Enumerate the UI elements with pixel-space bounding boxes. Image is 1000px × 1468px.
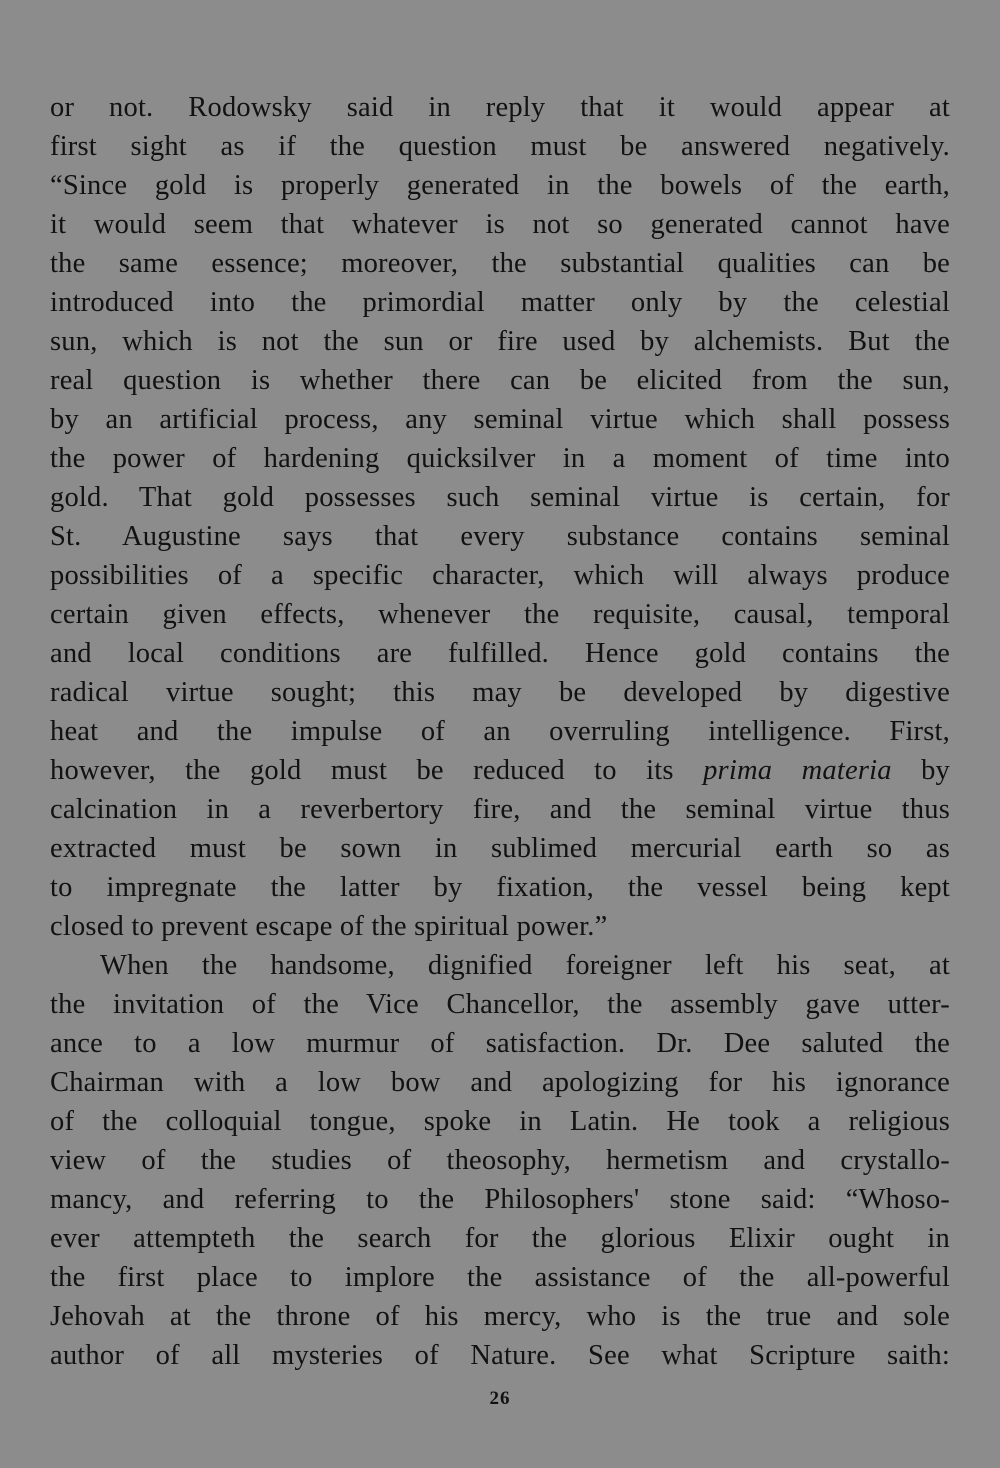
- text-line: of the colloquial tongue, spoke in Latin. He took a religious: [50, 1106, 950, 1137]
- text-line: and local conditions are fulfilled. Hence gold contains the: [50, 638, 950, 669]
- text-line-italic-phrase: [50, 751, 950, 790]
- text-line: radical virtue sought; this may be developed by digestive: [50, 677, 950, 708]
- text-line: St. Augustine says that every substance contains seminal: [50, 521, 950, 552]
- paragraph-start-line: When the handsome, dignified foreigner left his seat, at: [100, 950, 950, 981]
- text-line: “Since gold is properly generated in the bowels of the earth,: [50, 170, 950, 201]
- text-line: gold. That gold possesses such seminal virtue is certain, for: [50, 482, 950, 513]
- text-line: Jehovah at the throne of his mercy, who is the true and sole: [50, 1301, 950, 1332]
- paragraph-end-line: closed to prevent escape of the spiritual power.”: [50, 911, 608, 942]
- text-line: the first place to implore the assistance of the all-powerful: [50, 1262, 950, 1293]
- italic-phrase: prima materia: [703, 755, 892, 786]
- body-text: [50, 88, 950, 1375]
- text-line: first sight as if the question must be answered negatively.: [50, 131, 950, 162]
- text-line: ance to a low murmur of satisfaction. Dr. Dee saluted the: [50, 1028, 950, 1059]
- text-segment: however, the gold must be reduced to its: [50, 755, 704, 786]
- text-line: extracted must be sown in sublimed mercurial earth so as: [50, 833, 950, 864]
- text-line: Chairman with a low bow and apologizing for his ignorance: [50, 1067, 950, 1098]
- text-line: real question is whether there can be elicited from the sun,: [50, 365, 950, 396]
- page-number: 26: [489, 1388, 511, 1409]
- text-line: to impregnate the latter by fixation, the vessel being kept: [50, 872, 950, 903]
- text-line: certain given effects, whenever the requisite, causal, temporal: [50, 599, 950, 630]
- text-line: ever attempteth the search for the glorious Elixir ought in: [50, 1223, 950, 1254]
- text-line: the same essence; moreover, the substantial qualities can be: [50, 248, 950, 279]
- text-line: sun, which is not the sun or fire used by alchemists. But the: [50, 326, 950, 357]
- text-line: the power of hardening quicksilver in a moment of time into: [50, 443, 950, 474]
- text-line: the invitation of the Vice Chancellor, the assembly gave utter-: [50, 989, 950, 1020]
- text-line: author of all mysteries of Nature. See what Scripture saith:: [50, 1340, 950, 1371]
- text-line: or not. Rodowsky said in reply that it would appear at: [50, 92, 950, 123]
- text-line: possibilities of a specific character, which will always produce: [50, 560, 950, 591]
- text-line: heat and the impulse of an overruling intelligence. First,: [50, 716, 950, 747]
- text-line: by an artificial process, any seminal virtue which shall possess: [50, 404, 950, 435]
- text-line: view of the studies of theosophy, hermetism and crystallo-: [50, 1145, 950, 1176]
- text-line: it would seem that whatever is not so generated cannot have: [50, 209, 950, 240]
- text-segment: by: [891, 755, 950, 786]
- text-line: introduced into the primordial matter only by the celestial: [50, 287, 950, 318]
- text-line: mancy, and referring to the Philosophers' stone said: “Whoso-: [50, 1184, 950, 1215]
- text-line: calcination in a reverbertory fire, and the seminal virtue thus: [50, 794, 950, 825]
